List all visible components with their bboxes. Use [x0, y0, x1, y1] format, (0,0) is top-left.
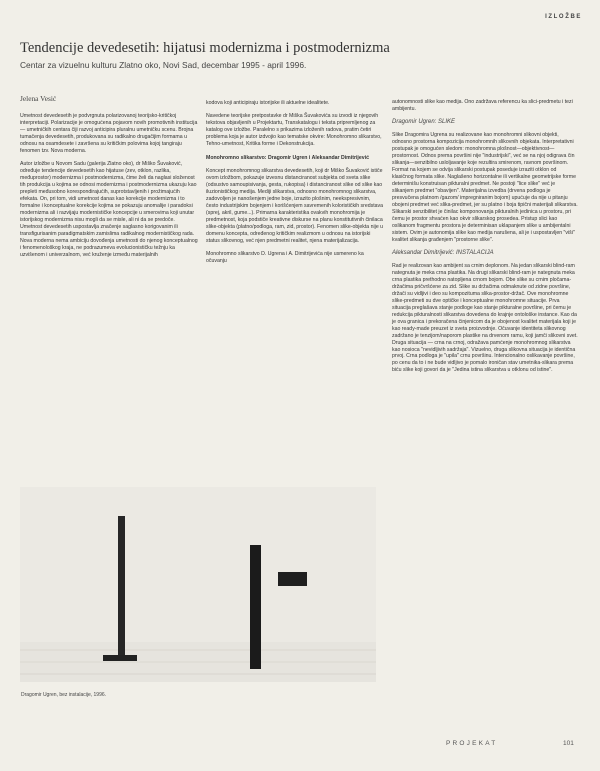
page-number: 101 — [563, 740, 574, 747]
paragraph: Koncept monohromnog slikarstva devedesetih, koji dr Miško Šuvaković ističe ovom izložbom, pokazuje izvesnu distanciranost subjekta od sveta slike (odsustvo samoupisivanja, gesta, rukopisa) i distanciranost slike od slike kao iluzionističkog medija. Mediji slikarstva, odnosno monohromnog slikarstva, zadovoljen je nanošenjem jedne boje, izrazito plošnim, neekspresivnim, često industrijskim bojenjem i korišćenjem savremenih kolorističkih sredstava (sprej, akril, gume...). Primarna karakteristika ovakvih monohromija je predmetnost, koja podstiče kreativne diskurse na planu konstitutivnih činilaca slike-objekta (platno/podloga, ram, zid, prostor). Fenomen slike-objekta nije u domenu koncepta, određenog kritičkim realizmom u odnosu na istorijski status slikovnog, već njen predmetni realitet, njena materijalizacija. — [206, 168, 384, 244]
black-box-artwork — [278, 572, 307, 586]
black-bar-artwork — [250, 545, 261, 669]
section-label: IZLOŽBE — [545, 14, 582, 20]
article-title: Tendencije devedesetih: hijatusi modernizma i postmodernizma — [20, 40, 390, 56]
text-column-2 — [206, 100, 384, 272]
footer-magazine-name: PROJEKAT — [446, 740, 498, 747]
installation-photo — [20, 487, 376, 682]
subsection-heading: Aleksandar Dimitrijević: INSTALACIJA — [392, 250, 494, 257]
author-name: Jelena Vesić — [20, 94, 57, 103]
text-column-1 — [20, 96, 198, 265]
paragraph: kodova koji anticipiraju istorijske ili aktuelne idealitete. — [206, 100, 330, 106]
subsection-heading: Dragomir Ugren: SLIKE — [392, 119, 456, 126]
photo-caption: Dragomir Ugren, bez instalacije, 1996. — [21, 692, 107, 698]
text-column-3 — [392, 99, 578, 381]
paragraph: autonomnosti slike kao medija. Ono zadržava referencu ka slici-predmetu i tezi ambijentu. — [392, 99, 573, 112]
paragraph: Monohromno slikarstvo D. Ugrena i A. Dimitrijevića nije usmereno ka očuvanju — [206, 251, 364, 265]
article-subtitle: Centar za vizuelnu kulturu Zlatno oko, Novi Sad, decembar 1995 - april 1996. — [20, 60, 307, 70]
black-rod-artwork — [118, 516, 125, 657]
paragraph: Navedene teorijske pretpostavke dr Miška Šuvakovića su izvodi iz njegovih tekstova objavljenih u Projektartu, Transkatalogu i teksta pripremljenog za katalog ove izložbe. Paralelno s prikazima izloženih radova, pratim četiri problema koja je autor izdvojio kao tematske okvire: Monohromno slikarstvo, Tehno-umetnost, Kritika forme i Dekonstrukcija. — [206, 113, 382, 148]
paragraph: Rad je realizovan kao ambijent sa crnim deplonom. Na jedan slikarski blind-ram nategnuta je meka crna plastika. Na drugi slikarski blind-ram je nategnuta meka crna plastika prethodno natopljena crnom bojom. Obe slike su crnim pločama-držačima pričvršćene za zid. Slike su držačima odmaknute od zidne površine, držači su vidljivi i deo su kompozituma slika-prostor-držač. Ove monohromne slike-predmeti su dve optičke i konceptualne monohromne situacije. Prva situacija preglašava stanje podloge kao stanje pikturalne površine, pri čemu je redukcija pikturalnosti slikarstva dovedena do krajnje ontološke instance. Kao da je ova granica i prekoračena činjenicom da je obojenost kvalitet materijala koji je kao ready-made preuzet iz sveta proizvodnje. Očuvanje identiteta slikovnog zadržano je tenzijom/naporom plastike na drvenom ramu, koji jamči slikovni svet. Druga situacija — crna na crnoj, odražava pamćenje monohromnog slikarstva kao nosioca "nevidljivih sadržaja". Vizuelno, druga slikovna situacija je identična prvoj. Crna podloga je "upila" crnu površinu. Intencionalno oslikavanje površine, po cenu da to i ne bude vidljivo je pomalo ironičan stav umetnika-slikara prema biću slike koji govori da je "Jedina istina slikarstva u otklonu od istine". — [392, 263, 578, 374]
paragraph: Slike Dragomira Ugrena su realizovane kao monohromni slikovni objekti, odnosno prostorna kompozicija monohromnih slikovnih objekata. Interpretativni postupak je omogućen sledom: monohromna plošnost—objektivnost—prostornost. Odnos prema površini nije "industrijski", već se na njoj odigrava čin slikanja—senzibilno usloljavanje koje rezultira smirenom, ravnom površinom. Format na kojem se odvija slikarski postupak poseduje izraziti otklon od klasičnog formata slike. Naglašeno horizontalne ili vertikalne geometrijske forme determinišu konstruisan pikturalni predmet. Ne postoji "lice slike" već je slikanjem predmet "obavijen". Materijalna izvedba (drvena podloga je presvučena platnom /gazom/ impregniranim bojom) upućuje da nije u pitanju obojeni predmet već slika-predmet, jer su platno i boja tipični materijali slikarstva. Slikarski senzibilitet je činilac komponovanja pikturalnih jedinica u prostoru, pri čemu je prostor shvaćen kao okvir slikarskog prosedea. Pristup slici kao oslikanom fragmentu prostora je determinisan uklapanjem slike u ambijentalni sistem. Ovim je autonomija slike kao medija narušena, ali je i uspostavljen "viši" kvalitet slikanja građenjem "prostorne slike". — [392, 132, 578, 243]
section-heading: Monohromno slikarstvo: Dragomir Ugren i Aleksandar Dimitrijević — [206, 154, 369, 161]
floor-boards — [20, 642, 376, 682]
rod-base — [103, 655, 137, 661]
paragraph: Autor izložbe u Novom Sadu (galerija Zlatno oko), dr Miško Šuvaković, određuje tendencije devedesetih kao hijatuse (zev, otklon, razlika, međuprostor) modernizma i postmodernizma, čime želi da naglasi složenost tih produkcija u kojima se odnosi modernizma i postmodernizma ukazuju kao prepleti međusobno korespondirajućih, suprotstavljenih i prožimajućih efekata. On, pri tom, vidi umetnost danas kao korekcije modernizma i to formalne i konceptualne korekcije kojima se pokazuju anomalije i paradoksi modernizma ali i razvijaju modernističke koncepcije u smerovima koji unutar istorijskog modernizma nisu mogli da se misle, ali ni da se predoče. Umetnost devedesetih uspostavlja značenje saglasno korigovanim ili transfigurisanim paradigmatskim zamislima radikalnog modernističkog rada. Nova moderna nema ambiciju dovođenja umetnosti do njenog konceptualnog i fenomenološkog kraja, ne podrazumeva evolucionističku težnju ka uzvišenom i univerzalnom, već kruženje između materijalnih — [20, 161, 198, 258]
paragraph: Umetnost devedesetih je podvrgnuta polarizovanoj teorijsko-kritičkoj interpretaciji. Polarizacije je omogućena pojavom novih promotivnih institucija — umetničkih centara čiji razvoj anticipira pluralnu umetničku scenu. Brojna tumačenja devedesetih, produkovana su radikalno drugačijim formama u odnosu na osamdesete i završena su kritičkim polovima kojoj tangiraju fenomen tzv. Nova moderna. — [20, 112, 198, 154]
